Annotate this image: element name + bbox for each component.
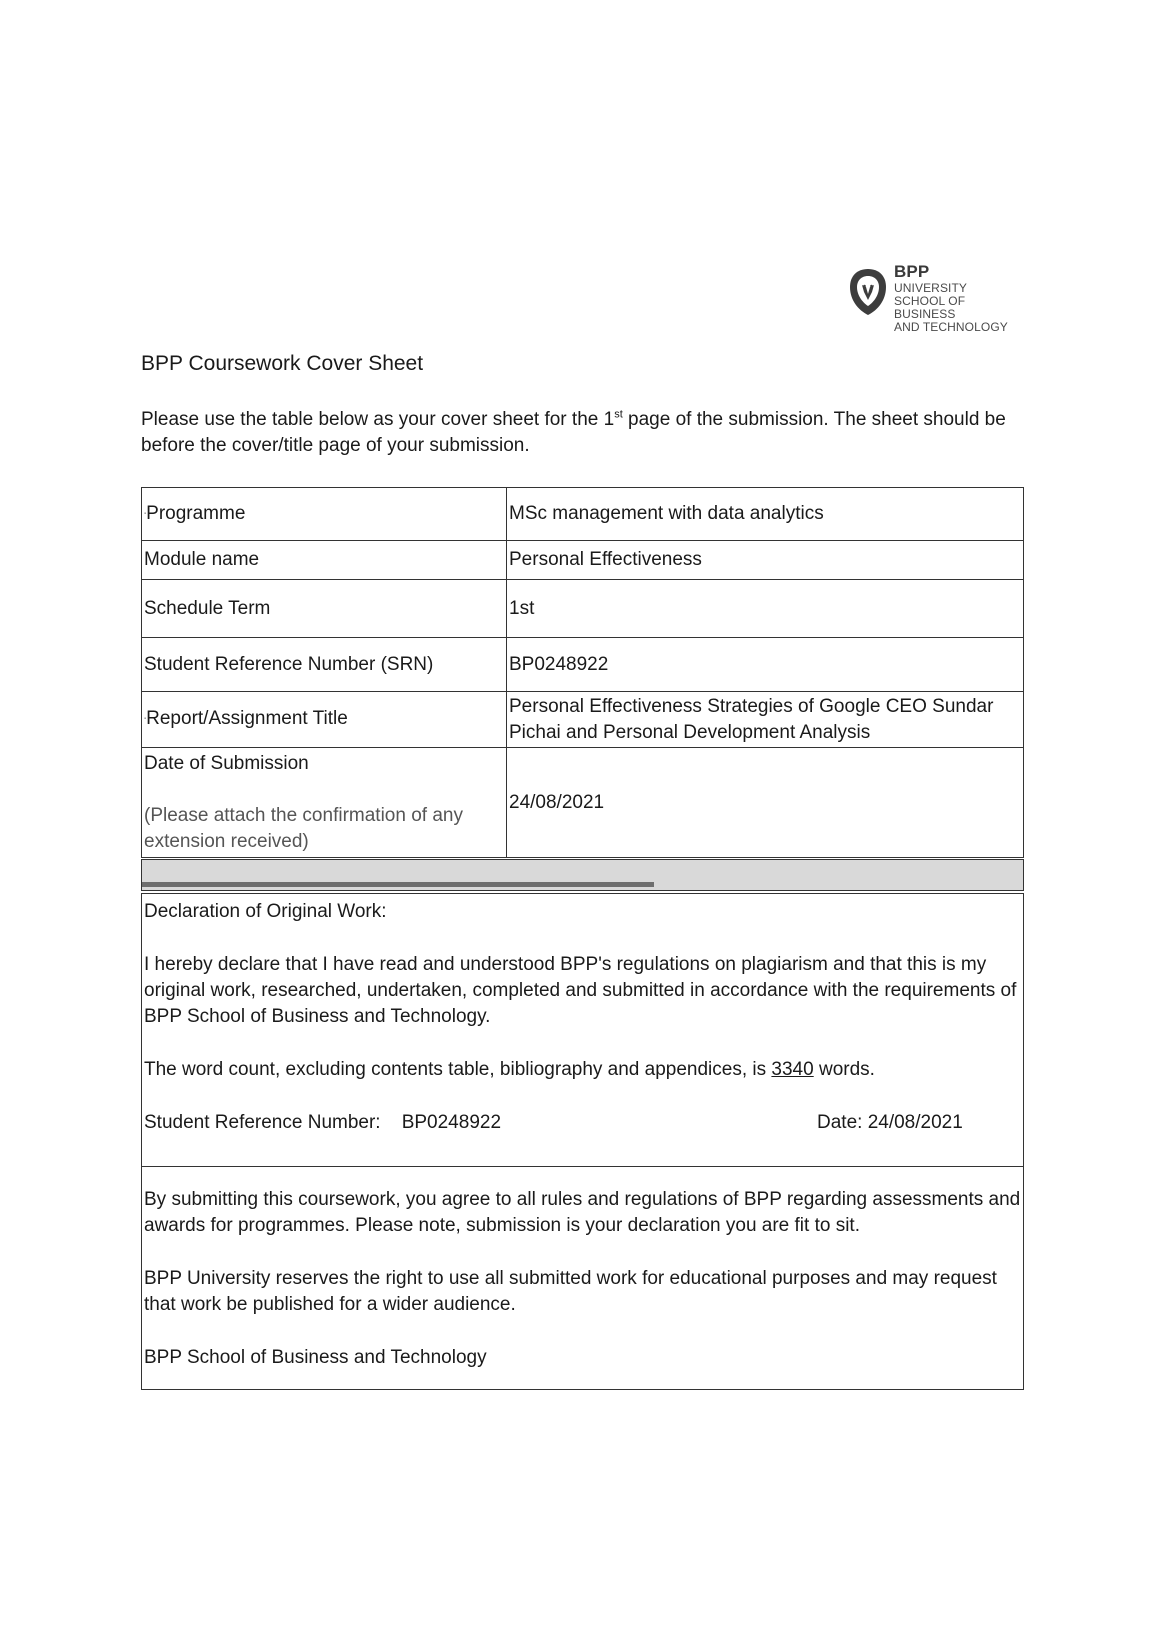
declaration-box (141, 893, 1024, 1167)
date-value: 24/08/2021 (507, 748, 1024, 858)
declaration-heading: Declaration of Original Work: (144, 901, 387, 922)
report-value: Personal Effectiveness Strategies of Google CEO Sundar Pichai and Personal Development Analysis (507, 692, 1024, 748)
table-row-term (142, 580, 1024, 638)
date-label-cell (142, 748, 507, 858)
signature-line (144, 1110, 1021, 1136)
declaration-date (817, 1110, 963, 1136)
table-row-date (142, 748, 1024, 858)
word-count-value: 3340 (771, 1059, 814, 1080)
date-note: (Please attach the confirmation of any extension received) (144, 804, 463, 852)
declaration-date-value: 24/08/2021 (867, 1112, 963, 1133)
srn-label: Student Reference Number (SRN) (142, 638, 507, 692)
word-count-suffix: words. (813, 1059, 875, 1080)
separator-bar (141, 859, 1024, 891)
declaration-srn-label: Student Reference Number: (144, 1112, 381, 1133)
word-count-line (144, 1057, 1021, 1083)
srn-value: BP0248922 (507, 638, 1024, 692)
page-title: BPP Coursework Cover Sheet (141, 352, 424, 375)
terms-paragraph-1: By submitting this coursework, you agree to all rules and regulations of BPP regarding assessments and awards for programmes. Please note, submission is your declaration you are fit to sit. (144, 1189, 1021, 1236)
intro-text (141, 407, 1021, 459)
declaration-body: I hereby declare that I have read and understood BPP's regulations on plagiarism and that this is my original work, researched, undertaken, completed and submitted in accordance with the requirements of BPP School of Business and Technology. (144, 954, 1017, 1027)
report-label-cell (142, 692, 507, 748)
table-row-report-title (142, 692, 1024, 748)
table-row-programme (142, 488, 1024, 541)
module-label: Module name (142, 541, 507, 580)
terms-box (141, 1166, 1024, 1390)
intro-superscript: st (614, 408, 623, 421)
separator-bar-dark (142, 882, 654, 887)
terms-paragraph-3: BPP School of Business and Technology (144, 1347, 487, 1368)
date-label: Date of Submission (144, 752, 309, 774)
table-row-module (142, 541, 1024, 580)
programme-label: Programme (146, 503, 246, 524)
field-marker-icon: ▪ (144, 716, 147, 723)
logo-line-2: SCHOOL OF BUSINESS (894, 294, 966, 321)
declaration-date-label: Date: (817, 1112, 863, 1133)
terms-paragraph-2: BPP University reserves the right to use all submitted work for educational purposes and may request that work be published for a wider audience. (144, 1268, 997, 1315)
table-row-srn (142, 638, 1024, 692)
programme-label-cell (142, 488, 507, 541)
details-table (141, 487, 1024, 858)
logo-brand: BPP (894, 262, 930, 281)
programme-value: MSc management with data analytics (507, 488, 1024, 541)
bpp-logo (848, 262, 1028, 334)
logo-line-3: AND TECHNOLOGY (894, 320, 1008, 334)
intro-part-2: page of the submission. The sheet should be before the cover/title page of your submission. (141, 409, 1006, 456)
intro-part-1: Please use the table below as your cover sheet for the 1 (141, 409, 615, 430)
report-label: Report/Assignment Title (146, 708, 348, 730)
term-label: Schedule Term (142, 580, 507, 638)
field-marker-icon: ▪ (144, 510, 147, 517)
logo-line-1: UNIVERSITY (894, 281, 968, 295)
word-count-prefix: The word count, excluding contents table, bibliography and appendices, is (144, 1059, 772, 1080)
module-value: Personal Effectiveness (507, 541, 1024, 580)
declaration-srn-value: BP0248922 (401, 1112, 502, 1133)
lion-crest-icon (848, 268, 888, 316)
term-value: 1st (507, 580, 1024, 638)
